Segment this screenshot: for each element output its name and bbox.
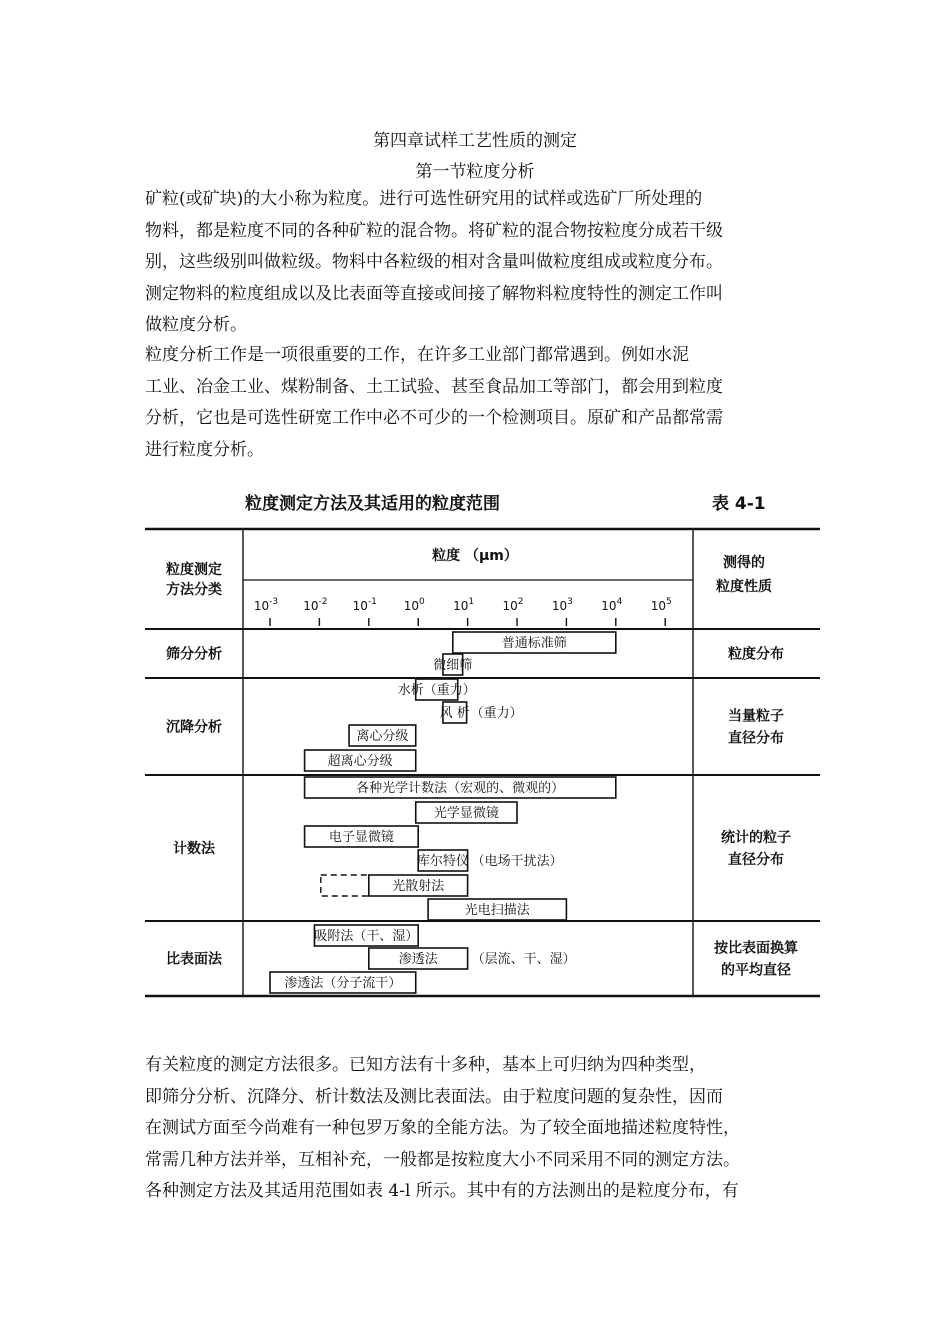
group-result: 统计的粒子 xyxy=(721,830,791,846)
paragraph-methods xyxy=(145,1050,810,1208)
text-line: 分析，它也是可选性研宽工作中必不可少的一个检测项目。原矿和产品都常需 xyxy=(145,408,723,428)
method-bars xyxy=(270,632,616,993)
header-result: 粒度性质 xyxy=(716,579,772,595)
method-label: 电子显微镜 xyxy=(328,830,394,845)
section-title: 第一节粒度分析 xyxy=(415,162,535,182)
group-label: 沉降分析 xyxy=(166,719,222,736)
header-method-class: 粒度测定 xyxy=(166,562,222,578)
axis-tick-label: $10^0$ xyxy=(403,597,425,613)
text-line: 矿粒(或矿块)的大小称为粒度。进行可选性研究用的试样或选矿厂所处理的 xyxy=(145,189,703,209)
table-number: 表 4-1 xyxy=(712,494,766,514)
axis-tick-label: $10^{-3}$ xyxy=(253,597,279,613)
paragraph-importance xyxy=(145,340,810,466)
group-label: 比表面法 xyxy=(166,951,222,968)
method-label: 库尔特仪 xyxy=(416,854,469,869)
axis-tick-label: $10^5$ xyxy=(650,597,672,613)
group-label: 计数法 xyxy=(173,841,215,857)
text-line: 物料，都是粒度不同的各种矿粒的混合物。将矿粒的混合物按粒度分成若干级 xyxy=(145,220,723,241)
group-label: 筛分分析 xyxy=(166,646,222,663)
granularity-methods-table xyxy=(140,488,830,1008)
text-line: 各种测定方法及其适用范围如表 4-l 所示。其中有的方法测出的是粒度分布，有 xyxy=(145,1181,739,1201)
axis-tick-label: $10^1$ xyxy=(453,597,475,613)
group-result: 按比表面换算 xyxy=(714,940,798,957)
paragraph-intro xyxy=(145,184,810,342)
method-label: 水析（重力） xyxy=(397,683,476,698)
method-label: 光散射法 xyxy=(392,879,445,894)
group-result: 的平均直径 xyxy=(721,962,791,979)
text-line: 工业、冶金工业、煤粉制备、土工试验、甚至食品加工等部门，都会用到粒度 xyxy=(145,376,723,397)
header-granularity: 粒度 （μm） xyxy=(432,548,518,564)
axis-tick-label: $10^3$ xyxy=(551,597,573,613)
method-label: 风 析 xyxy=(439,706,470,721)
method-label: 渗透法（分子流干） xyxy=(284,976,402,991)
method-label: 离心分级 xyxy=(356,729,409,744)
axis-tick-label: $10^{-1}$ xyxy=(352,597,377,613)
method-bar-extension xyxy=(321,875,369,896)
group-result: 粒度分布 xyxy=(728,646,784,663)
group-result: 直径分布 xyxy=(728,852,784,868)
method-label: 光电扫描法 xyxy=(464,903,530,918)
text-line: 有关粒度的测定方法很多。已知方法有十多种，基本上可归纳为四种类型， xyxy=(145,1055,706,1075)
method-label: 各种光学计数法（宏观的、微观的） xyxy=(356,781,565,796)
chapter-title: 第四章试样工艺性质的测定 xyxy=(373,131,577,151)
text-line: 别，这些级别叫做粒级。物料中各粒级的相对含量叫做粒度组成或粒度分布。 xyxy=(145,252,723,272)
method-note: （电场干扰法） xyxy=(471,854,563,869)
group-result: 直径分布 xyxy=(728,730,784,747)
axis-tick-label: $10^2$ xyxy=(502,597,524,613)
text-line: 常需几种方法并举，互相补充，一般都是按粒度大小不同采用不同的测定方法。 xyxy=(145,1149,740,1170)
text-line: 即筛分分析、沉降分、析计数法及测比表面法。由于粒度问题的复杂性，因而 xyxy=(145,1086,723,1107)
table-caption: 粒度测定方法及其适用的粒度范围 xyxy=(245,494,500,514)
method-label: 微细筛 xyxy=(433,658,473,673)
granularity-axis xyxy=(254,597,672,626)
header-method-class: 方法分类 xyxy=(166,582,222,598)
method-note: （层流、干、湿） xyxy=(471,952,576,967)
method-label: 渗透法 xyxy=(398,952,438,967)
text-line: 做粒度分析。 xyxy=(145,315,247,335)
method-label: 吸附法（干、湿） xyxy=(314,929,419,944)
text-line: 在测试方面至今尚难有一种包罗万象的全能方法。为了较全面地描述粒度特性， xyxy=(145,1118,740,1138)
method-label: 普通标准筛 xyxy=(501,636,567,651)
axis-tick-label: $10^4$ xyxy=(601,597,623,613)
text-line: 测定物料的粒度组成以及比表面等直接或间接了解物料粒度特性的测定工作叫 xyxy=(145,283,723,304)
method-label: 超离心分级 xyxy=(327,754,393,769)
axis-tick-label: $10^{-2}$ xyxy=(303,597,328,613)
group-result: 当量粒子 xyxy=(728,708,784,725)
header-result: 测得的 xyxy=(723,555,765,571)
method-label: 光学显微镜 xyxy=(433,806,499,821)
method-note: （重力） xyxy=(470,706,523,721)
text-line: 粒度分析工作是一项很重要的工作，在许多工业部门都常遇到。例如水泥 xyxy=(145,345,689,365)
text-line: 进行粒度分析。 xyxy=(145,439,264,460)
